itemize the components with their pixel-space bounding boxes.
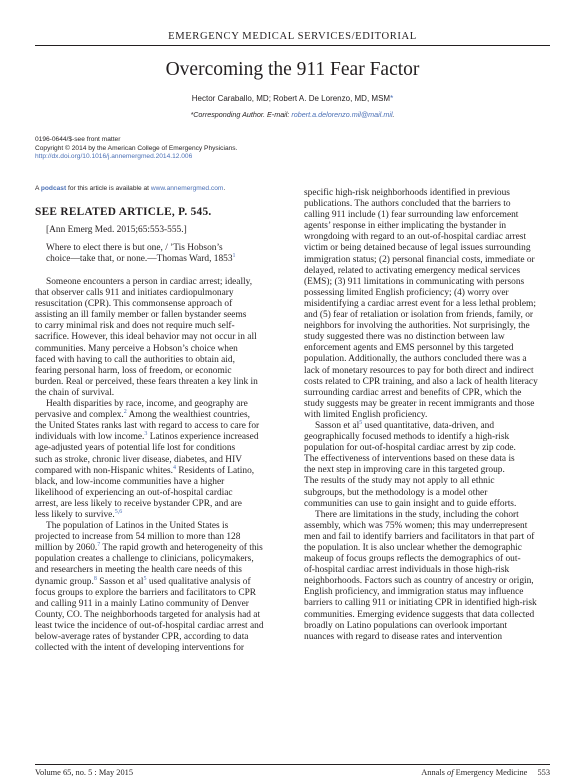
epigraph	[46, 243, 236, 265]
body-text-line	[35, 399, 280, 410]
body-text-line	[35, 432, 280, 443]
body-text: the chain of survival.	[35, 387, 115, 398]
body-text: men and fail to identify barriers and facilitators in that part of	[304, 531, 535, 542]
body-text-line	[35, 321, 280, 332]
author-names: Hector Caraballo, MD; Robert A. De Lorenzo, MD, MSM	[191, 94, 391, 103]
body-text: lack of monetary resources to pay for both direct and indirect	[304, 365, 534, 376]
body-text-line	[35, 344, 280, 355]
body-text: communities. Emerging evidence suggests that data collected	[304, 609, 535, 620]
citation-line: [Ann Emerg Med. 2015;65:553-555.]	[46, 225, 187, 235]
body-text-line	[35, 499, 280, 510]
body-text: age-adjusted years of potential life lost for conditions	[35, 443, 236, 454]
body-text-line	[304, 432, 550, 443]
body-text: individuals with low income.	[35, 432, 145, 443]
body-text-line	[304, 388, 550, 399]
body-text-line	[304, 598, 550, 609]
body-text: Latinos experience increased	[147, 432, 259, 443]
footer-journal-rest: Emergency Medicine	[453, 768, 528, 777]
body-text: and (5) fear of retaliation or isolation from friends, family, or	[304, 310, 533, 321]
body-text: misidentifying a cardiac arrest event for a less lethal problem;	[304, 298, 536, 309]
body-text: The rapid growth and heterogeneity of this	[100, 543, 263, 554]
body-text-line	[304, 343, 550, 354]
issn-line: 0196-0644/$-see front matter	[35, 136, 121, 143]
body-text-line	[35, 410, 280, 421]
footer-journal-annals: Annals	[421, 768, 445, 777]
body-text-line	[304, 421, 550, 432]
body-text: population creates a challenge to clinicians, policymakers,	[35, 554, 254, 565]
body-text-line	[35, 377, 280, 388]
body-text-line	[35, 521, 280, 532]
section-header: EMERGENCY MEDICAL SERVICES/EDITORIAL	[168, 31, 417, 42]
body-text: possessing limited English proficiency; (4) worry over	[304, 287, 509, 298]
body-text-line	[304, 277, 550, 288]
body-text: Sasson et al	[96, 576, 144, 587]
body-text-line	[304, 243, 550, 254]
body-text-line	[304, 399, 550, 410]
body-text-line	[304, 488, 550, 499]
copyright-line: Copyright © 2014 by the American College of Emergency Physicians.	[35, 144, 238, 152]
body-text: victim or being detained because of legal issues surrounding	[304, 243, 531, 254]
body-text: million by 2060.	[35, 543, 98, 554]
header-rule	[35, 45, 550, 46]
reference-link[interactable]: 5	[359, 419, 363, 426]
body-text: geographically focused methods to identify a high-risk	[304, 432, 510, 443]
body-text-line	[304, 310, 550, 321]
body-text-line	[304, 587, 550, 598]
body-text: that observer calls 911 and initiates cardiopulmonary	[35, 288, 234, 299]
body-text: neighbors for involving the authorities. Not surprisingly, the	[304, 321, 530, 332]
body-text: enforcement agents and EMS personnel by this targeted	[304, 343, 514, 354]
body-text-line	[35, 599, 280, 610]
body-text: calling 911 include (1) fear surrounding law enforcement	[304, 210, 519, 221]
body-text-line	[304, 499, 550, 510]
reference-link[interactable]: 3	[144, 431, 148, 438]
body-text: faced with having to call the authorities to obtain aid,	[35, 354, 235, 365]
body-text: black, and low-income communities have a higher	[35, 476, 225, 487]
reference-link[interactable]: 5	[143, 575, 147, 582]
body-text-line	[304, 465, 550, 476]
body-text: assembly, which was 75% women; this may underrepresent	[304, 520, 528, 531]
body-text: burden. Real or perceived, these fears threaten a key link in	[35, 376, 258, 387]
body-text-line	[304, 410, 550, 421]
corresponding-author	[0, 110, 585, 119]
body-text: subgroups, but the methodology is a model other	[304, 487, 488, 498]
body-text-line	[304, 543, 550, 554]
podcast-note	[35, 185, 225, 192]
body-text: and calling 911 in a mainly Latino community of Denver	[35, 598, 249, 609]
corresponding-suffix: .	[392, 110, 395, 119]
body-text-line	[304, 377, 550, 388]
left-column-body	[35, 277, 280, 654]
body-text-line	[35, 277, 280, 288]
body-text: the population. It is also unclear whether the demographic	[304, 543, 522, 553]
body-text: makeup of focus groups reflects the demographics of out-	[304, 554, 521, 565]
body-text: of-hospital cardiac arrest individuals in those high-risk	[304, 565, 510, 576]
body-text: fearing personal harm, loss of freedom, or economic	[35, 365, 232, 376]
body-text: costs related to CPR training, and also a lack of health literacy	[304, 376, 538, 387]
body-text: Among the wealthiest countries,	[126, 410, 250, 421]
journal-website-link[interactable]: www.annemergmed.com	[150, 185, 224, 192]
body-text-line	[35, 621, 280, 632]
body-text: projected to increase from 54 million to more than 128	[35, 532, 241, 543]
body-text-line	[304, 266, 550, 277]
podcast-prefix: A	[35, 185, 41, 192]
podcast-middle: for this article is available at	[66, 185, 151, 192]
body-text: study suggested there was no distinction between law	[304, 332, 505, 343]
body-text-line	[304, 565, 550, 576]
reference-link[interactable]: 7	[97, 542, 101, 549]
body-text-line	[35, 510, 280, 521]
body-text-line	[35, 577, 280, 588]
body-text-line	[35, 421, 280, 432]
article-title: Overcoming the 911 Fear Factor	[165, 59, 420, 80]
body-text-line	[35, 288, 280, 299]
epigraph-line-2	[46, 254, 236, 265]
body-text: least twice the incidence of out-of-hospital cardiac arrest and	[35, 620, 264, 631]
reference-link[interactable]: 5,6	[114, 508, 123, 515]
corresponding-email-link[interactable]: robert.a.delorenzo.mil@mail.mil	[291, 110, 393, 119]
body-text-line	[304, 521, 550, 532]
body-text-line	[35, 366, 280, 377]
body-text: (EMS); (3) 911 limitations in communicating with persons	[304, 276, 525, 287]
podcast-suffix: .	[223, 185, 226, 192]
body-text-line	[35, 443, 280, 454]
body-text: communities. Many perceive a Hobson’s choice when	[35, 343, 238, 354]
body-text: and researchers in meeting the health care needs of this	[35, 565, 242, 576]
footer-journal	[421, 768, 550, 777]
body-text: with limited English proficiency.	[304, 409, 428, 420]
article-meta	[35, 136, 237, 162]
body-text-line	[304, 621, 550, 632]
body-text-line	[304, 299, 550, 310]
epigraph-line-2-text: choice—take that, or none.—Thomas Ward, 1853	[46, 254, 233, 265]
body-text-line	[304, 554, 550, 565]
body-text-line	[35, 554, 280, 565]
body-text-line	[304, 255, 550, 266]
body-text: Health disparities by race, income, and geography are	[46, 399, 248, 410]
body-text: arrest, are less likely to receive bystander CPR, and are	[35, 498, 242, 509]
body-text-line	[304, 221, 550, 232]
body-text-line	[304, 199, 550, 210]
body-text-line	[304, 232, 550, 243]
body-text-line	[304, 610, 550, 621]
body-text: study suggests may be greater in recent immigrants and those	[304, 398, 535, 409]
body-text-line	[304, 354, 550, 365]
corresponding-marker[interactable]: *	[390, 94, 394, 103]
body-text: The population of Latinos in the United States is	[46, 521, 229, 532]
body-text-line	[35, 532, 280, 543]
reference-link[interactable]: 8	[93, 575, 97, 582]
body-text-line	[304, 366, 550, 377]
reference-link[interactable]: 2	[123, 409, 127, 416]
body-text: nuances with regard to disease rates and intervention	[304, 631, 503, 642]
reference-link[interactable]: 4	[173, 464, 176, 471]
footer-volume: Volume 65, no. 5 : May 2015	[35, 768, 134, 777]
body-text: County, CO. The neighborhoods targeted for analysis had at	[35, 609, 261, 620]
body-text: to carry minimal risk and does not require much self-	[35, 321, 235, 332]
body-text: neighborhoods. Factors such as country of ancestry or origin,	[304, 576, 534, 587]
body-text: surrounding cardiac arrest and benefits of CPR, which the	[304, 387, 522, 398]
body-text: dynamic group.	[35, 576, 94, 587]
doi-link[interactable]: http://dx.doi.org/10.1016/j.annemergmed.2014.12.006	[35, 153, 193, 161]
body-text: The results of the study may not apply to all ethnic	[304, 476, 495, 487]
body-text-line	[304, 332, 550, 343]
body-text-line	[304, 476, 550, 487]
body-text: barriers to calling 911 or initiating CPR in identified high-risk	[304, 598, 537, 609]
body-text: agents’ response in either implicating the bystander in	[304, 221, 507, 232]
body-text: wrongdoing with regard to an out-of-hospital cardiac arrest	[304, 232, 527, 243]
body-text: Sasson et al	[315, 420, 360, 431]
body-text-line	[35, 565, 280, 576]
body-text: the next step in improving care in this targeted group.	[304, 465, 505, 476]
epigraph-line-1: Where to elect there is but one, / ’Tis Hobson’s	[46, 243, 223, 253]
corresponding-prefix: *Corresponding Author. E-mail:	[190, 110, 292, 119]
body-text: population. Additionally, the authors concluded there was a	[304, 354, 527, 365]
body-text-line	[304, 576, 550, 587]
body-text-line	[35, 488, 280, 499]
body-text: focus groups to explore the barriers and facilitators to CPR	[35, 587, 257, 598]
footer-journal-of: of	[447, 768, 454, 777]
body-text-line	[35, 588, 280, 599]
epigraph-reference[interactable]: 1	[232, 253, 236, 260]
body-text-line	[35, 632, 280, 643]
body-text: population for out-of-hospital cardiac arrest by zip code.	[304, 443, 516, 454]
right-column-body	[304, 188, 550, 643]
body-text: communities can use to gain insight and to guide efforts.	[304, 498, 517, 509]
body-text-line	[35, 543, 280, 554]
body-text-line	[35, 455, 280, 466]
body-text: used qualitative analysis of	[146, 576, 251, 587]
body-text: Residents of Latino,	[176, 465, 255, 476]
body-text: assisting an ill family member or fallen bystander seems	[35, 310, 247, 321]
body-text: the United States ranks last with regard to access to care for	[35, 421, 260, 432]
body-text-line	[35, 310, 280, 321]
body-text: Someone encounters a person in cardiac arrest; ideally,	[46, 277, 253, 287]
body-text-line	[35, 610, 280, 621]
body-text-line	[304, 321, 550, 332]
body-text-line	[304, 632, 550, 643]
footer-rule	[35, 764, 550, 765]
body-text: immigration status; (2) personal financial costs, immediate or	[304, 254, 535, 265]
body-text: collected with the intent of developing interventions for	[35, 643, 245, 654]
body-text: likelihood of experiencing an out-of-hospital cardiac	[35, 487, 233, 498]
body-text-line	[304, 510, 550, 521]
page-number: 553	[537, 768, 550, 777]
body-text-line	[35, 299, 280, 310]
see-related-article-link[interactable]: SEE RELATED ARTICLE, P. 545.	[35, 206, 212, 218]
body-text: delayed, related to activating emergency medical services	[304, 265, 521, 276]
body-text-line	[304, 188, 550, 199]
body-text-line	[35, 332, 280, 343]
body-text: sacrifice. However, this ideal behavior may not occur in all	[35, 332, 257, 343]
body-text-line	[304, 454, 550, 465]
body-text: below-average rates of bystander CPR, according to data	[35, 632, 249, 642]
body-text-line	[304, 443, 550, 454]
body-text: publications. The authors concluded that the barriers to	[304, 199, 511, 210]
podcast-link[interactable]: podcast	[40, 185, 67, 192]
body-text-line	[304, 532, 550, 543]
body-text-line	[35, 643, 280, 654]
authors-line	[0, 94, 585, 103]
body-text: such as stroke, chronic liver disease, diabetes, and HIV	[35, 454, 242, 465]
body-text-line	[35, 477, 280, 488]
body-text: less likely to survive.	[35, 509, 115, 520]
body-text: English proficiency, and immigration status may influence	[304, 587, 524, 598]
body-text: pervasive and complex.	[35, 410, 124, 421]
body-text-line	[304, 210, 550, 221]
body-text: broadly on Latino populations can overlook important	[304, 620, 508, 631]
body-text: resuscitation (CPR). This commonsense approach of	[35, 299, 233, 310]
body-text: specific high-risk neighborhoods identified in previous	[304, 188, 510, 198]
body-text-line	[35, 466, 280, 477]
body-text: compared with non-Hispanic whites.	[35, 465, 173, 476]
body-text: There are limitations in the study, including the cohort	[315, 509, 519, 520]
body-text-line	[35, 388, 280, 399]
body-text-line	[304, 288, 550, 299]
body-text: used quantitative, data-driven, and	[362, 420, 495, 431]
body-text: The effectiveness of interventions based on these data is	[304, 454, 515, 465]
body-text-line	[35, 355, 280, 366]
